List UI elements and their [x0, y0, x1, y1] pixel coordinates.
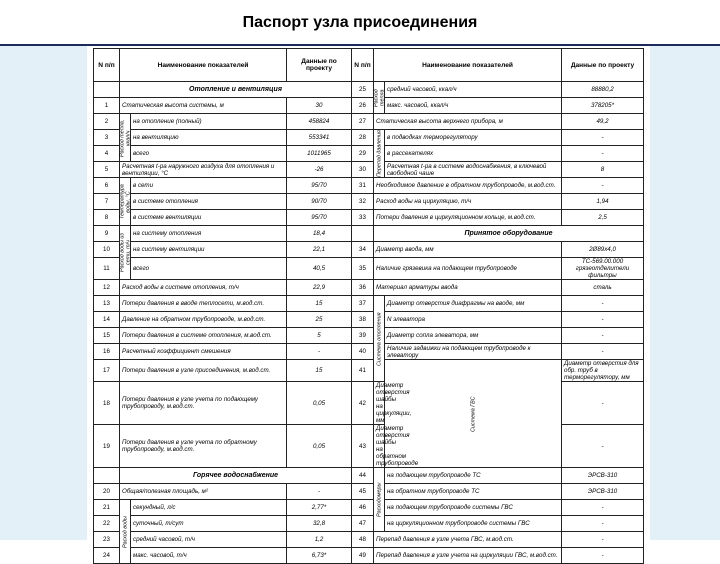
left-num-cell: 15	[94, 328, 120, 344]
left-name-cell: средний часовой, т/ч	[131, 532, 287, 548]
left-name-cell: Расход воды в системе отопления, т/ч	[120, 280, 287, 296]
left-group-label: Расход тепла, ккал/ч	[120, 114, 131, 162]
right-num-cell: 42	[352, 382, 374, 425]
left-value-cell: 40,5	[287, 258, 352, 280]
right-group-label: Расход тепла	[374, 82, 385, 114]
left-name-cell: макс. часовой, т/ч	[131, 548, 287, 564]
right-num-cell: 45	[352, 484, 374, 500]
right-name-cell: Необходимое давление в обратном трубопроводе, м.вод.ст.	[374, 178, 562, 194]
right-name-cell: Диаметр отверстия шайбы на обратном трубопроводе	[374, 425, 385, 468]
right-num-cell: 35	[352, 258, 374, 280]
table-row	[94, 194, 644, 210]
right-value-cell: 8	[562, 162, 644, 178]
right-value-cell: -	[562, 548, 644, 564]
right-name-cell: Статическая высота верхнего прибора, м	[374, 114, 562, 130]
right-name-cell: Материал арматуры ввода	[374, 280, 562, 296]
right-value-cell: -	[562, 296, 644, 312]
table-row	[94, 484, 644, 500]
left-name-cell: Потери давления в системе отопления, м.вод.ст.	[120, 328, 287, 344]
right-num-cell: 25	[352, 82, 374, 98]
left-value-cell: 22,9	[287, 280, 352, 296]
left-name-cell: суточный, т/сут	[131, 516, 287, 532]
left-name-cell: Потери давления в узле учета по подающему трубопроводу, м.вод.ст.	[120, 382, 287, 425]
table-row	[94, 280, 644, 296]
left-num-cell	[94, 82, 120, 98]
left-group-label: Температура воды, °С	[120, 178, 131, 226]
left-value-cell: 15	[287, 296, 352, 312]
header-value-right: Данные по проекту	[562, 49, 644, 82]
right-name-cell: в подводках терморегулятору	[385, 130, 562, 146]
right-num-cell: 39	[352, 328, 374, 344]
table-row	[94, 130, 644, 146]
left-group-label: Расход воды из сети, т/ч	[120, 226, 131, 280]
left-name-cell: на систему вентиляции	[131, 242, 287, 258]
table-row	[94, 532, 644, 548]
table-row	[94, 328, 644, 344]
right-name-cell: на циркуляционном трубопроводе системы ГВС	[385, 516, 562, 532]
passport-table	[93, 48, 644, 564]
table-body	[94, 82, 644, 564]
right-group-label: Система отопления	[374, 296, 385, 382]
table-header-row	[94, 49, 644, 82]
header-name-right: Наименование показателей	[374, 49, 562, 82]
right-name-cell: Перепад давления в узле учета ГВС, м.вод.ст.	[374, 532, 562, 548]
left-value-cell: 5	[287, 328, 352, 344]
right-value-cell: -	[562, 532, 644, 548]
right-num-cell: 30	[352, 162, 374, 178]
right-num-cell: 40	[352, 344, 374, 360]
left-name-cell: Потери давления в узле учета по обратному трубопроводу, м.вод.ст.	[120, 425, 287, 468]
right-num-cell: 49	[352, 548, 374, 564]
left-name-cell: в системе отопления	[131, 194, 287, 210]
left-value-cell: -	[287, 484, 352, 500]
left-num-cell	[94, 468, 120, 484]
table-row	[94, 312, 644, 328]
right-num-cell: 32	[352, 194, 374, 210]
right-value-cell: ЭРСВ-310	[562, 468, 644, 484]
left-num-cell: 7	[94, 194, 120, 210]
table-row	[94, 296, 644, 312]
right-value-cell: 88880,2	[562, 82, 644, 98]
left-name-cell: Общая/полезная площадь, м²	[120, 484, 287, 500]
right-num-cell: 29	[352, 146, 374, 162]
left-value-cell: 15	[287, 360, 352, 382]
table-row	[94, 114, 644, 130]
left-value-cell: 30	[287, 98, 352, 114]
left-group-label: Расход воды	[120, 500, 131, 564]
right-num-cell: 28	[352, 130, 374, 146]
left-num-cell: 18	[94, 382, 120, 425]
right-num-cell: 43	[352, 425, 374, 468]
right-name-cell: макс. часовой, ккал/ч	[385, 98, 562, 114]
left-value-cell: 458824	[287, 114, 352, 130]
right-value-cell: 49,2	[562, 114, 644, 130]
page-title: Паспорт узла присоединения	[242, 14, 478, 31]
right-value-cell: -	[562, 500, 644, 516]
left-value-cell: 22,1	[287, 242, 352, 258]
right-group-label: Перепад давления	[374, 130, 385, 178]
left-num-cell: 11	[94, 258, 120, 280]
table-row	[94, 468, 644, 484]
right-num-cell: 31	[352, 178, 374, 194]
right-group-label: Расходомеры	[374, 468, 385, 532]
right-value-cell: -	[562, 344, 644, 360]
right-value-cell: сталь	[562, 280, 644, 296]
right-num-cell: 46	[352, 500, 374, 516]
left-value-cell: 2,77*	[287, 500, 352, 516]
left-value-cell: 95/70	[287, 210, 352, 226]
right-name-cell: Диаметр отверстия шайбы на циркуляции, мм	[374, 382, 385, 425]
table-row	[94, 500, 644, 516]
left-num-cell: 4	[94, 146, 120, 162]
left-num-cell: 2	[94, 114, 120, 130]
left-value-cell: 1,2	[287, 532, 352, 548]
left-name-cell: секундный, л/с	[131, 500, 287, 516]
title-bar	[0, 0, 720, 46]
right-num-cell: 48	[352, 532, 374, 548]
left-value-cell: 18,4	[287, 226, 352, 242]
left-num-cell: 1	[94, 98, 120, 114]
right-num-cell: 33	[352, 210, 374, 226]
right-name-cell: Расход воды на циркуляцию, т/ч	[374, 194, 562, 210]
left-value-cell: 0,05	[287, 382, 352, 425]
right-value-cell: -	[562, 312, 644, 328]
left-side-band	[0, 46, 87, 540]
right-value-cell: -	[562, 178, 644, 194]
header-num-left: N п/п	[94, 49, 120, 82]
right-name-cell: средний часовой, ккал/ч	[385, 82, 562, 98]
table-row	[94, 226, 644, 242]
right-name-cell: на подающем трубопроводе системы ГВС	[385, 500, 562, 516]
table-row	[94, 258, 644, 280]
right-num-cell: 36	[352, 280, 374, 296]
right-value-cell: -	[562, 382, 644, 425]
left-num-cell: 21	[94, 500, 120, 516]
left-num-cell: 6	[94, 178, 120, 194]
left-num-cell: 3	[94, 130, 120, 146]
left-section-title: Горячее водоснабжение	[120, 468, 352, 484]
right-value-cell: 378205*	[562, 98, 644, 114]
left-name-cell: на вентиляцию	[131, 130, 287, 146]
table-row	[94, 516, 644, 532]
right-num-cell	[352, 226, 374, 242]
left-name-cell: в системе вентиляции	[131, 210, 287, 226]
table-row	[94, 146, 644, 162]
left-num-cell: 22	[94, 516, 120, 532]
right-num-cell: 26	[352, 98, 374, 114]
table-row	[94, 344, 644, 360]
left-num-cell: 9	[94, 226, 120, 242]
table-row	[94, 360, 644, 382]
right-name-cell: Наличие задвижки на подающем трубопроводе к элеватору	[385, 344, 562, 360]
left-name-cell: Расчетный коэффициент смешения	[120, 344, 287, 360]
header-value-left: Данные по проекту	[287, 49, 352, 82]
left-name-cell: Статическая высота системы, м	[120, 98, 287, 114]
left-name-cell: всего	[131, 146, 287, 162]
left-value-cell: 553341	[287, 130, 352, 146]
right-value-cell: -	[562, 328, 644, 344]
header-num-right: N п/п	[352, 49, 374, 82]
left-name-cell: на систему отопления	[131, 226, 287, 242]
table-row	[94, 210, 644, 226]
left-num-cell: 8	[94, 210, 120, 226]
right-value-cell: ЭРСВ-310	[562, 484, 644, 500]
left-value-cell: 1011965	[287, 146, 352, 162]
left-value-cell: 0,05	[287, 425, 352, 468]
left-name-cell: Потери давления в узле присоединения, м.вод.ст.	[120, 360, 287, 382]
right-name-cell: N элеватора	[385, 312, 562, 328]
right-name-cell: Расчетная t-ра в системе водоснабжения, в ключевой свободной чаше	[385, 162, 562, 178]
right-name-cell: Диаметр отверстия для обр. труб в терморегулятору, мм	[562, 360, 644, 382]
right-num-cell: 44	[352, 468, 374, 484]
left-num-cell: 12	[94, 280, 120, 296]
left-value-cell: -	[287, 344, 352, 360]
left-name-cell: всего	[131, 258, 287, 280]
left-name-cell: Потери давления в вводе теплосети, м.вод.ст.	[120, 296, 287, 312]
right-name-cell: Наличие грязевика на подающем трубопроводе	[374, 258, 562, 280]
left-section-title: Отопление и вентиляция	[120, 82, 352, 98]
right-value-cell: -	[562, 130, 644, 146]
right-num-cell: 34	[352, 242, 374, 258]
right-num-cell: 38	[352, 312, 374, 328]
left-num-cell: 24	[94, 548, 120, 564]
left-num-cell: 23	[94, 532, 120, 548]
left-value-cell: 25	[287, 312, 352, 328]
header-name-left: Наименование показателей	[120, 49, 287, 82]
left-value-cell: 95/70	[287, 178, 352, 194]
left-num-cell: 14	[94, 312, 120, 328]
left-num-cell: 5	[94, 162, 120, 178]
left-num-cell: 17	[94, 360, 120, 382]
right-name-cell: Диаметр ввода, мм	[374, 242, 562, 258]
right-section-title: Принятое оборудование	[374, 226, 644, 242]
right-num-cell: 37	[352, 296, 374, 312]
right-name-cell: Потери давления в циркуляционном кольце, м.вод.ст.	[374, 210, 562, 226]
right-value-cell: 2Ø89х4,0	[562, 242, 644, 258]
right-side-band	[650, 46, 720, 540]
right-value-cell: 2,5	[562, 210, 644, 226]
table-row	[94, 178, 644, 194]
right-name-cell: на подающем трубопроводе ТС	[385, 468, 562, 484]
left-num-cell: 16	[94, 344, 120, 360]
right-num-cell: 47	[352, 516, 374, 532]
right-value-cell: -	[562, 425, 644, 468]
table-row	[94, 82, 644, 98]
left-name-cell: в сети	[131, 178, 287, 194]
right-value-cell: 1,94	[562, 194, 644, 210]
left-name-cell: Давление на обратном трубопроводе, м.вод.ст.	[120, 312, 287, 328]
left-value-cell: 6,73*	[287, 548, 352, 564]
left-value-cell: 32,8	[287, 516, 352, 532]
right-num-cell: 27	[352, 114, 374, 130]
left-num-cell: 10	[94, 242, 120, 258]
table-row	[94, 548, 644, 564]
right-num-cell: 41	[352, 360, 374, 382]
document-page	[88, 46, 650, 559]
right-name-cell: на обратном трубопроводе ТС	[385, 484, 562, 500]
table-row	[94, 98, 644, 114]
right-name-cell: в рассекателях	[385, 146, 562, 162]
right-name-cell: Диаметр отверстия диафрагмы на вводе, мм	[385, 296, 562, 312]
table-row	[94, 242, 644, 258]
right-name-cell: Диаметр сопла элеватора, мм	[385, 328, 562, 344]
left-value-cell: -26	[287, 162, 352, 178]
left-name-cell: Расчетная t-ра наружного воздуха для отопления и вентиляции, °С	[120, 162, 287, 178]
left-num-cell: 19	[94, 425, 120, 468]
right-group-label: Система ГВС	[385, 360, 562, 468]
left-num-cell: 13	[94, 296, 120, 312]
left-value-cell: 90/70	[287, 194, 352, 210]
right-value-cell: -	[562, 516, 644, 532]
table-row	[94, 162, 644, 178]
right-value-cell: ТС-569.00.000 грязеотделители фильтры	[562, 258, 644, 280]
left-name-cell: на отопление (полный)	[131, 114, 287, 130]
right-name-cell: Перепад давления в узле учета на циркуляции ГВС, м.вод.ст.	[374, 548, 562, 564]
right-value-cell: -	[562, 146, 644, 162]
left-num-cell: 20	[94, 484, 120, 500]
